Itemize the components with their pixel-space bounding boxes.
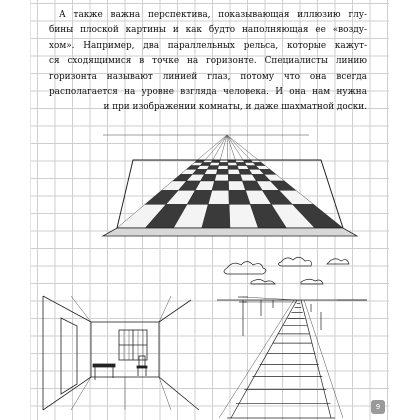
- text-line: ся сходящимися в точке на горизонте. Специалисты линию: [49, 56, 367, 67]
- notebook-page: [30, 0, 389, 420]
- text-line: хом». Например, два параллельных рельса, которые кажут-: [49, 40, 367, 51]
- text-line: и при изображении комнаты, и даже шахматной доски.: [103, 102, 367, 113]
- text-line: горизонта называют линией глаз, потому что она всегда: [49, 71, 367, 82]
- text-line: бины плоской картины и как будто наполняющая ее «возду-: [49, 25, 367, 36]
- text-line: располагается на уровне взгляда человека. И она нам нужна: [49, 87, 367, 98]
- railway-perspective-drawing: [31, 0, 389, 420]
- page-number-badge: 9: [371, 400, 385, 414]
- text-line: А также важна перспектива, показывающая иллюзию глу-: [59, 10, 367, 20]
